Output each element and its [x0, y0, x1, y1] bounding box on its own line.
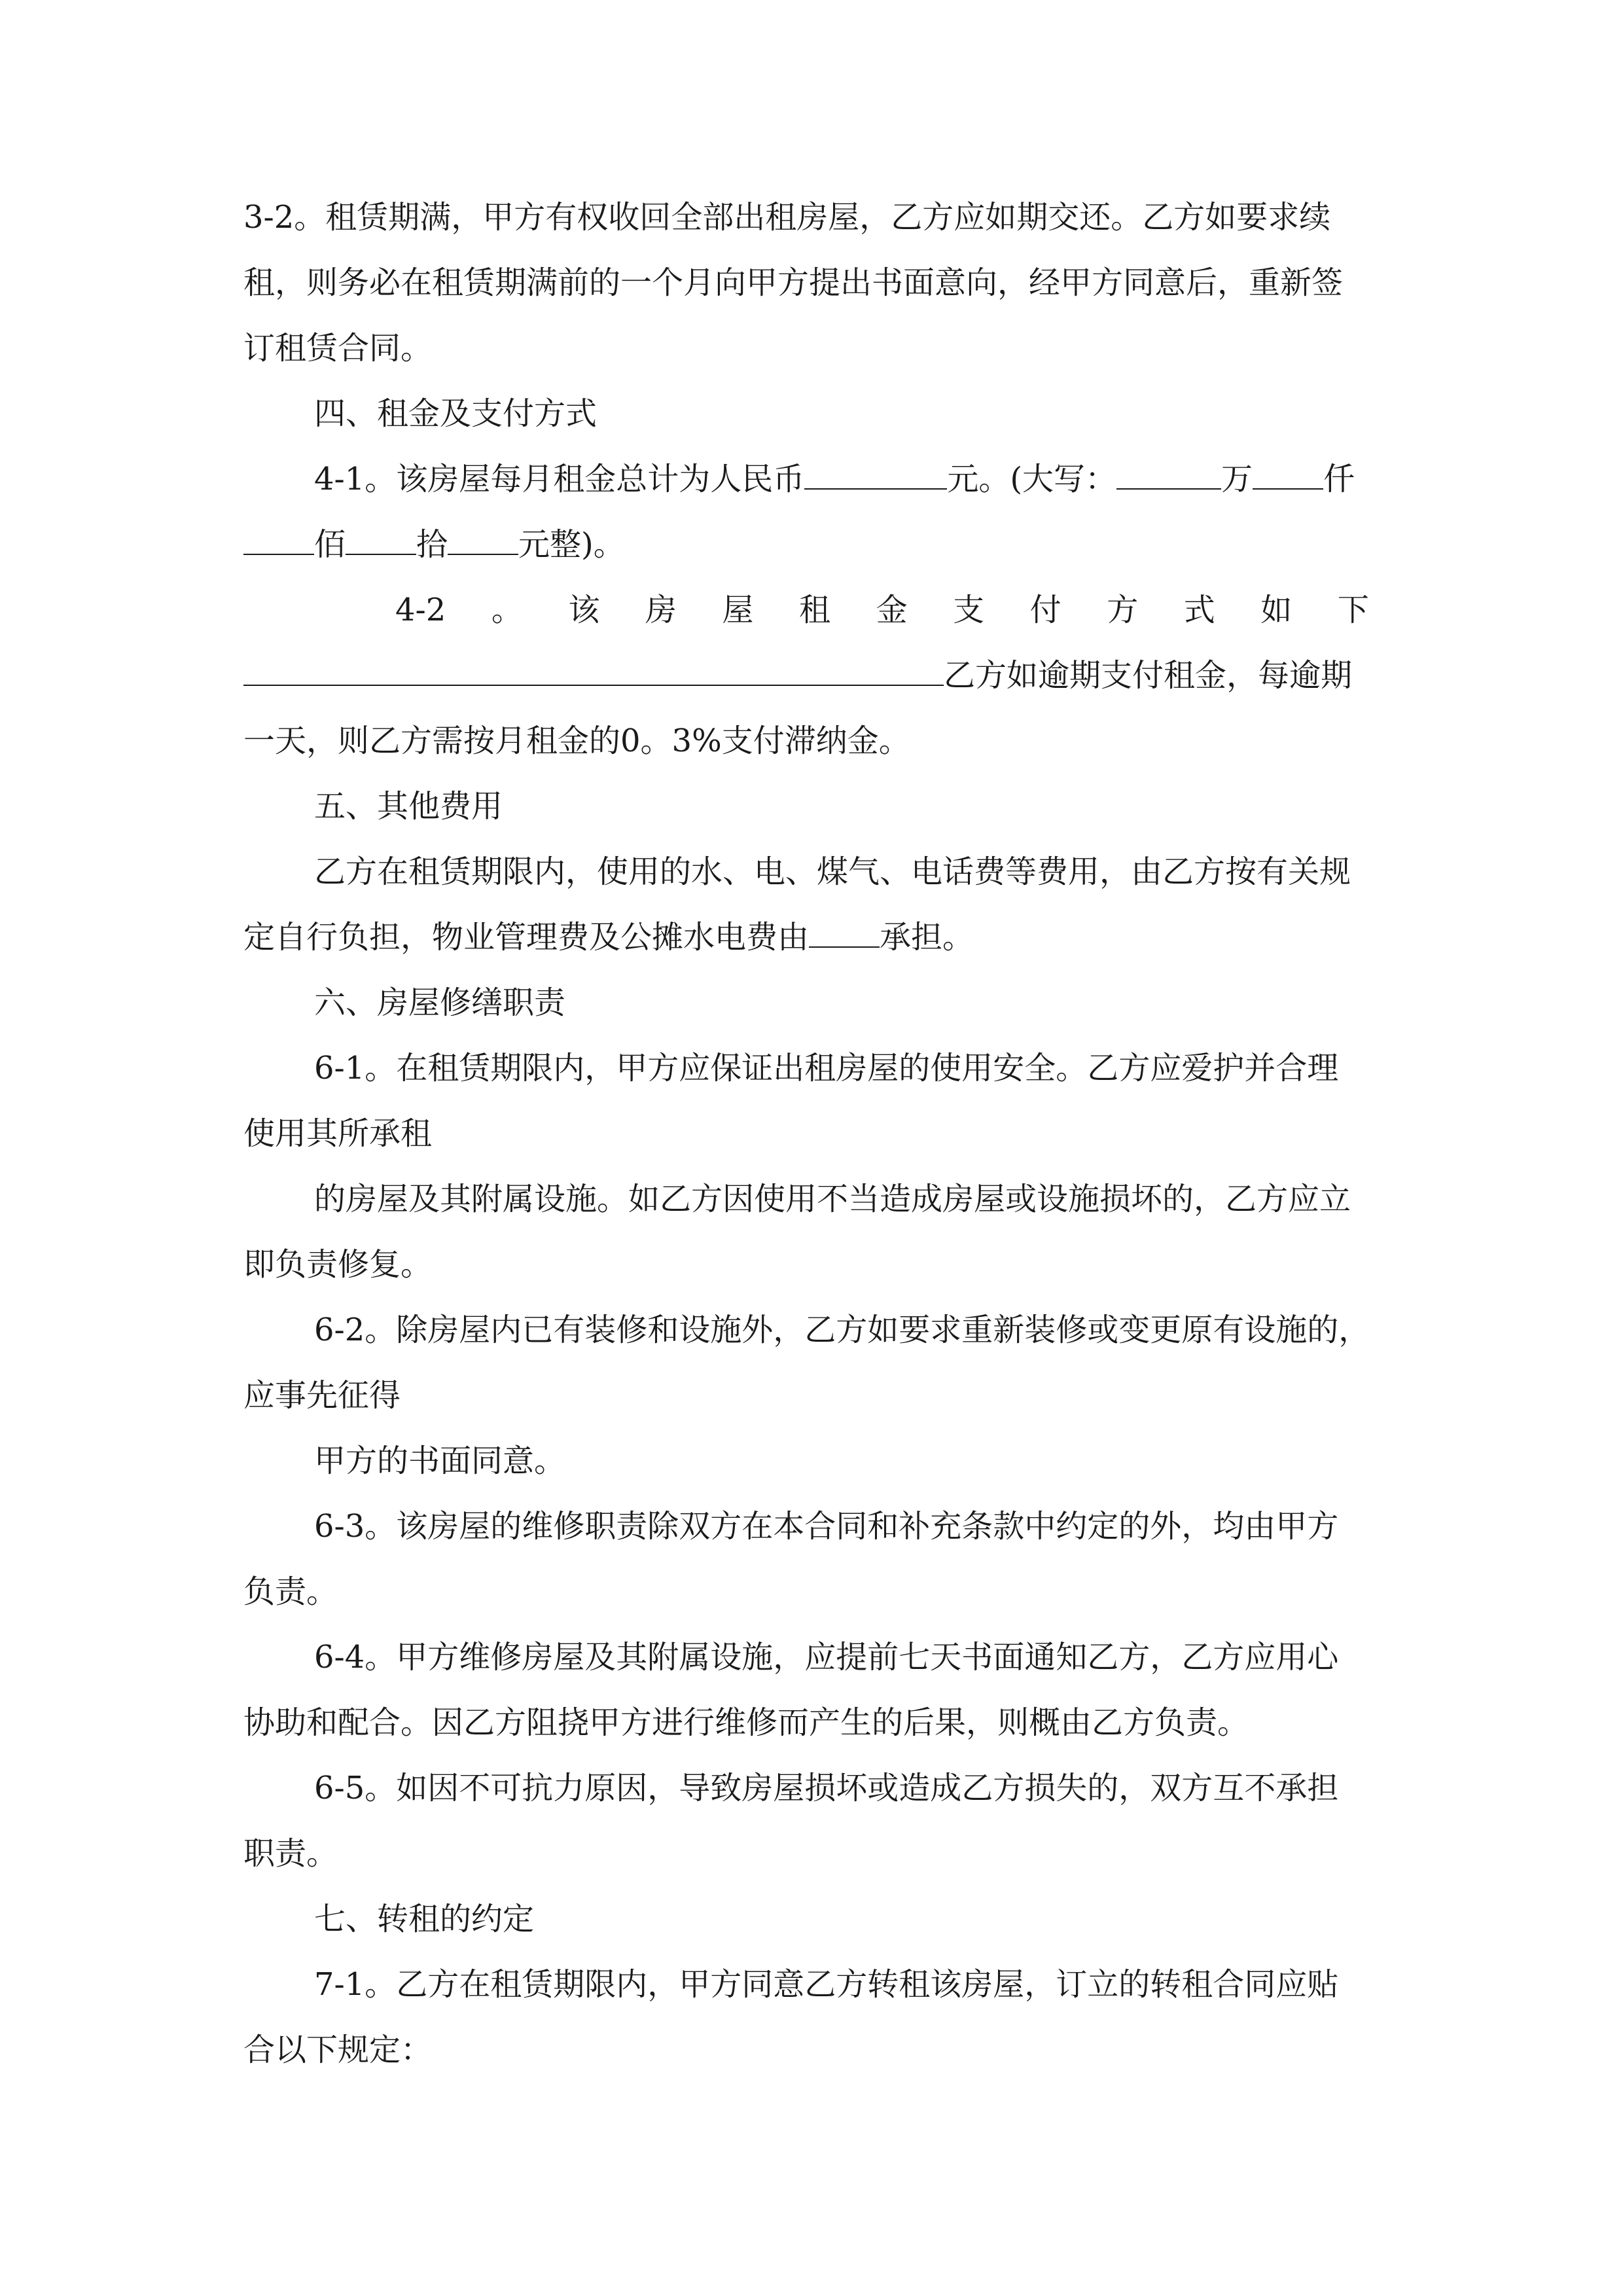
clause-4-2-line-2	[243, 655, 1352, 696]
section-5-text: 定自行负担，物业管理费及公摊水电费由	[243, 919, 810, 956]
clause-7-1-line-1: 7-1。乙方在租赁期限内，甲方同意乙方转租该房屋，订立的转租合同应贴	[314, 1966, 1339, 2003]
section-5-line-2	[243, 916, 974, 958]
clause-4-2-line-3: 一天，则乙方需按月租金的0。3%支付滞纳金。	[243, 723, 910, 759]
clause-4-1-text: 4-1。该房屋每月租金总计为人民币	[314, 461, 805, 497]
clause-6-5-line-2: 职责。	[243, 1835, 338, 1872]
clause-3-2-line-2: 租，则务必在租赁期满前的一个月向甲方提出书面意向，经甲方同意后，重新签	[243, 264, 1344, 301]
clause-4-2-char: 金	[876, 592, 908, 628]
section-5-line-1: 乙方在租赁期限内，使用的水、电、煤气、电话费等费用，由乙方按有关规	[314, 853, 1351, 890]
clause-6-1-line-3: 的房屋及其附属设施。如乙方因使用不当造成房屋或设施损坏的，乙方应立	[314, 1181, 1351, 1217]
payment-method-blank	[243, 656, 944, 686]
clause-4-2-number: 4-2	[395, 592, 446, 628]
clause-3-2-line-3: 订租赁合同。	[243, 330, 433, 367]
fee-bearer-blank	[809, 918, 880, 948]
rent-wan-blank	[1116, 459, 1221, 490]
unit-qian: 仟	[1323, 461, 1355, 497]
section-7-heading: 七、转租的约定	[314, 1901, 535, 1937]
clause-4-2-char: 付	[1029, 592, 1061, 628]
rent-shi-blank	[346, 525, 416, 555]
clause-6-3-line-2: 负责。	[243, 1573, 338, 1610]
clause-4-2-char: 下	[1337, 592, 1369, 628]
clause-4-2-char: 房	[645, 592, 677, 628]
clause-6-2-line-1: 6-2。除房屋内已有装修和设施外，乙方如要求重新装修或变更原有设施的，	[314, 1312, 1370, 1348]
clause-6-1-line-4: 即负责修复。	[243, 1246, 433, 1283]
section-6-heading: 六、房屋修缮职责	[314, 984, 566, 1021]
rent-amount-blank	[804, 459, 947, 490]
clause-4-2-char: 该	[568, 592, 600, 628]
clause-6-1-line-1: 6-1。在租赁期限内，甲方应保证出租房屋的使用安全。乙方应爱护并合理	[314, 1050, 1339, 1086]
clause-6-4-line-2: 协助和配合。因乙方阻挠甲方进行维修而产生的后果，则概由乙方负责。	[243, 1704, 1249, 1741]
clause-6-4-line-1: 6-4。甲方维修房屋及其附属设施，应提前七天书面通知乙方，乙方应用心	[314, 1639, 1339, 1676]
clause-4-1-line-1	[314, 458, 1355, 500]
clause-4-2-char: 。	[491, 592, 523, 628]
rent-qian-blank	[1253, 459, 1323, 490]
unit-yuan-zheng: 元整)。	[518, 526, 625, 563]
clause-6-5-line-1: 6-5。如因不可抗力原因，导致房屋损坏或造成乙方损失的，双方互不承担	[314, 1770, 1339, 1806]
clause-4-2-late-text: 乙方如逾期支付租金，每逾期	[944, 657, 1353, 694]
clause-6-2-line-2: 应事先征得	[243, 1377, 401, 1414]
clause-4-2-line-1	[395, 589, 1369, 631]
clause-4-1-line-2	[243, 524, 625, 565]
clause-6-2-line-3: 甲方的书面同意。	[314, 1443, 566, 1479]
clause-4-2-char: 屋	[722, 592, 754, 628]
clause-4-2-char: 式	[1183, 592, 1215, 628]
section-5-text-end: 承担。	[880, 919, 974, 956]
clause-4-2-char: 支	[953, 592, 985, 628]
rent-yuan-blank	[448, 525, 518, 555]
section-4-heading: 四、租金及支付方式	[314, 395, 597, 432]
unit-shi: 拾	[416, 526, 448, 563]
unit-wan: 万	[1221, 461, 1253, 497]
section-5-heading: 五、其他费用	[314, 788, 503, 825]
clause-4-2-char: 方	[1107, 592, 1139, 628]
clause-4-1-text-yuan: 元。(大写：	[947, 461, 1117, 497]
clause-4-2-char: 租	[799, 592, 831, 628]
rent-bai-blank	[243, 525, 314, 555]
clause-3-2-line-1: 3-2。租赁期满，甲方有权收回全部出租房屋，乙方应如期交还。乙方如要求续	[243, 199, 1331, 236]
unit-bai: 佰	[314, 526, 346, 563]
clause-7-1-line-2: 合以下规定：	[243, 2032, 433, 2068]
clause-4-2-char: 如	[1260, 592, 1293, 628]
clause-6-3-line-1: 6-3。该房屋的维修职责除双方在本合同和补充条款中约定的外，均由甲方	[314, 1508, 1339, 1545]
clause-6-1-line-2: 使用其所承租	[243, 1115, 433, 1152]
